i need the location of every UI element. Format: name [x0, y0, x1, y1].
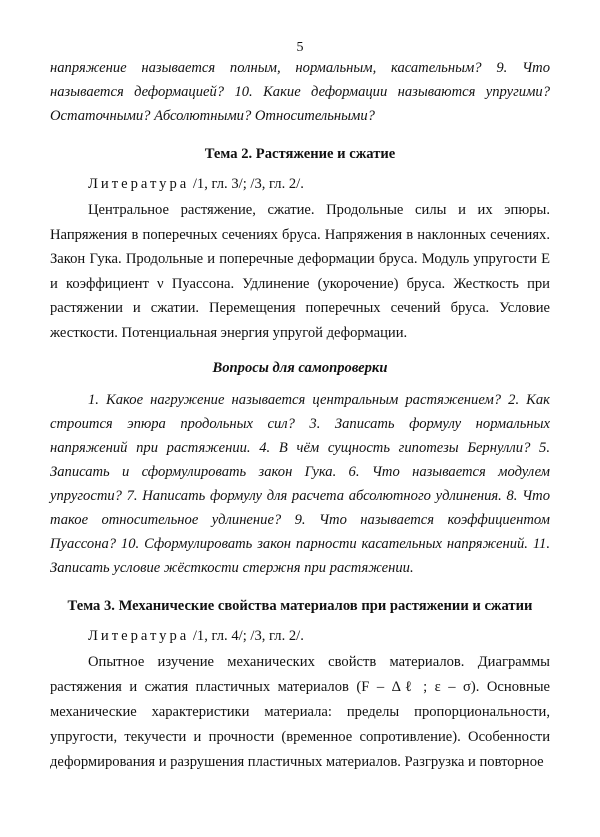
- page-number: 5: [296, 40, 304, 55]
- topic2-questions: 1. Какое нагружение называется центральным растяжением? 2. Как строится эпюра продольных сил? 3. Записать формулу нормальных напряжений при растяжении. 4. В чём сущность гипотезы Бернулли? 5. Записать и сформулировать закон Гука. 6. Что называется модулем упругости? 7. Написать формулу для расчета абсолютного удлинения. 8. Что такое относительное удлинение? 9. Что называется коэффициентом Пуассона? 10. Сформулировать закон парности касательных напряжений. 11. Записать условие жёсткости стержня при растяжении.: [50, 392, 550, 576]
- topic3-literature-refs: /1, гл. 4/; /3, гл. 2/.: [189, 628, 304, 644]
- topic3-literature: [50, 624, 550, 648]
- topic3-content: Опытное изучение механических свойств материалов. Диаграммы растяжения и сжатия пластичных материалов (F – Δℓ ; ε – σ). Основные механические характеристики материала: пределы пропорциональности, упругости, текучести и прочности (временное сопротивление). Особенности деформирования и разрушения пластичных материалов. Разгрузка и повторное: [50, 654, 550, 770]
- intro-questions: напряжение называется полным, нормальным, касательным? 9. Что называется деформацией? 10. Какие деформации называются упругими? Остаточными? Абсолютными? Относительными?: [50, 60, 550, 124]
- topic2-literature-refs: /1, гл. 3/; /3, гл. 2/.: [189, 176, 304, 192]
- topic2-title: Тема 2. Растяжение и сжатие: [204, 146, 396, 162]
- topic2-content: Центральное растяжение, сжатие. Продольные силы и их эпюры. Напряжения в поперечных сечениях бруса. Напряжения в наклонных сечениях. Закон Гука. Продольные и поперечные деформации бруса. Модуль упругости E и коэффициент ν Пуассона. Удлинение (укорочение) бруса. Жесткость при растяжении и сжатии. Перемещения поперечных сечений бруса. Условие жесткости. Потенциальная энергия упругой деформации.: [50, 202, 550, 341]
- topic2-questions-title: Вопросы для самопроверки: [212, 360, 388, 376]
- topic3-title: Тема 3. Механические свойства материалов при растяжении и сжатии: [67, 598, 533, 614]
- topic2-literature: [50, 172, 550, 196]
- topic3-literature-label: Литература: [88, 628, 190, 644]
- topic2-literature-label: Литература: [88, 176, 190, 192]
